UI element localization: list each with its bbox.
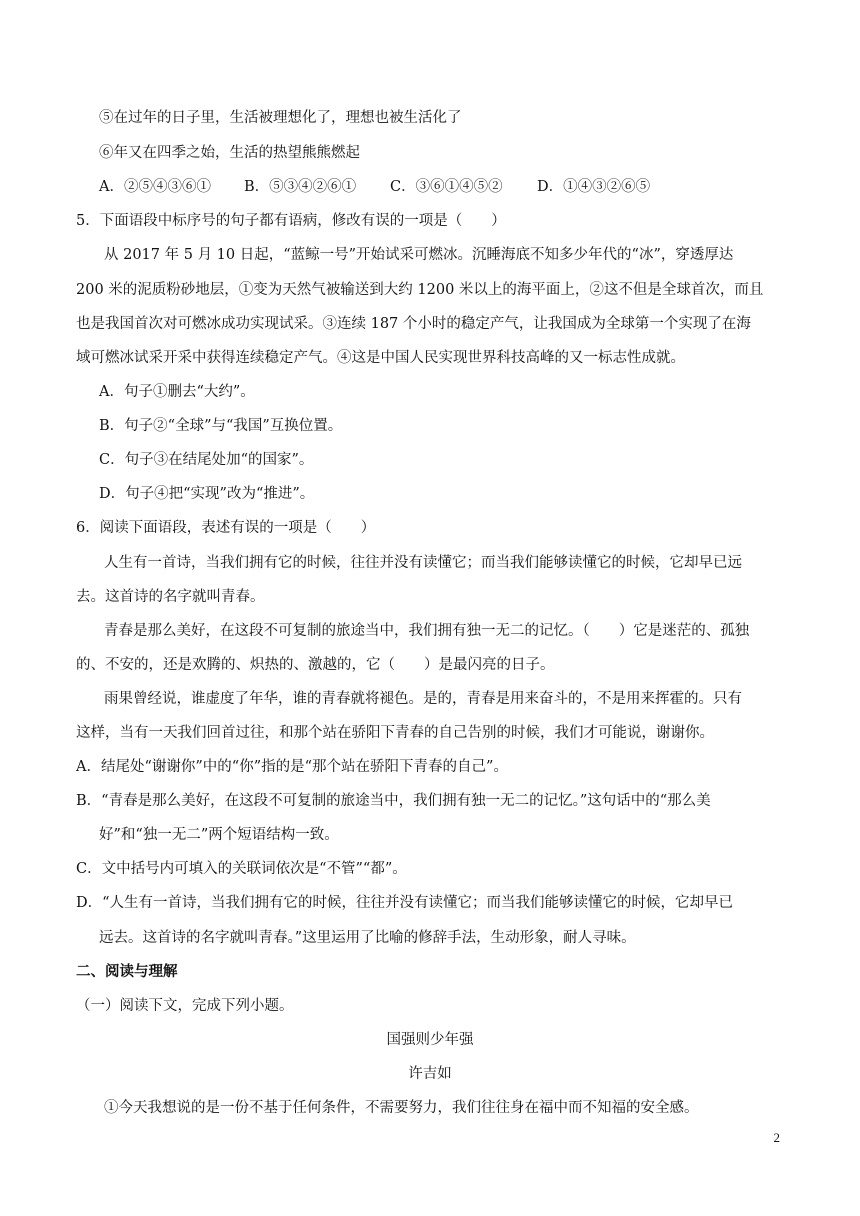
q5-option-d: D．句子④把“实现”改为“推进”。 — [99, 486, 315, 502]
q6-option-c: C．文中括号内可填入的关联词依次是“不管”“都”。 — [76, 861, 407, 877]
q6-option-b-line-1: B．“青春是那么美好，在这段不可复制的旅途当中，我们拥有独一无二的记忆。”这句话中的“那么美 — [76, 793, 711, 809]
q6-option-b-line-2: 好”和“独一无二”两个短语结构一致。 — [99, 827, 339, 843]
article-paragraph-1: ①今天我想说的是一份不基于任何条件，不需要努力，我们往往身在福中而不知福的安全感。 — [104, 1100, 699, 1116]
q6-passage-p3-line-1: 雨果曾经说，谁虚度了年华，谁的青春就将褪色。是的，青春是用来奋斗的，不是用来挥霍的。只有 — [104, 691, 742, 707]
q4-option-c: C．③⑥①④⑤② — [390, 179, 503, 195]
reading-instruction: （一）阅读下文，完成下列小题。 — [76, 998, 294, 1014]
q5-passage-line-2: 200 米的泥质粉砂地层，①变为天然气被输送到大约 1200 米以上的海平面上，②这不但是全球首次，而且 — [76, 282, 764, 298]
q5-passage-line-1: 从 2017 年 5 月 10 日起，“蓝鲸一号”开始试采可燃冰。沉睡海底不知多少年代的“冰”，穿透厚达 — [104, 247, 734, 263]
q6-passage-p2-line-1: 青春是那么美好，在这段不可复制的旅途当中，我们拥有独一无二的记忆。（ ）它是迷茫的、孤独 — [104, 623, 750, 639]
q4-option-a: A．②⑤④③⑥① — [99, 179, 211, 195]
q6-option-d-line-2: 远去。这首诗的名字就叫青春。”这里运用了比喻的修辞手法，生动形象，耐人寻味。 — [99, 930, 636, 946]
q6-passage-p3-line-2: 这样，当有一天我们回首过往，和那个站在骄阳下青春的自己告别的时候，我们才可能说，谢谢你。 — [76, 725, 714, 741]
q5-option-a: A．句子①删去“大约”。 — [99, 384, 255, 400]
q4-option-b: B．⑤③④②⑥① — [244, 179, 357, 195]
q4-option-d: D．①④③②⑥⑤ — [537, 179, 651, 195]
q5-option-b: B．句子②“全球”与“我国”互换位置。 — [99, 418, 343, 434]
page-number: 2 — [773, 1130, 780, 1145]
q5-passage-line-3: 也是我国首次对可燃冰成功实现试采。③连续 187 个小时的稳定产气，让我国成为全球第一个实现了在海 — [76, 316, 751, 332]
q6-passage-p2-line-2: 的、不安的，还是欢腾的、炽热的、激越的，它（ ）是最闪亮的日子。 — [76, 657, 555, 673]
q5-stem: 5．下面语段中标序号的句子都有语病，修改有误的一项是（ ） — [76, 213, 506, 229]
q6-passage-p1-line-1: 人生有一首诗，当我们拥有它的时候，往往并没有读懂它；而当我们能够读懂它的时候，它却早已远 — [104, 555, 742, 571]
option-line-5: ⑤在过年的日子里，生活被理想化了，理想也被生活化了 — [99, 110, 462, 126]
q6-option-d-line-1: D．“人生有一首诗，当我们拥有它的时候，往往并没有读懂它；而当我们能够读懂它的时候，它却早已 — [76, 895, 734, 911]
q5-option-c: C．句子③在结尾处加“的国家”。 — [99, 452, 314, 468]
q6-passage-p1-line-2: 去。这首诗的名字就叫青春。 — [76, 589, 265, 605]
article-author: 许吉如 — [408, 1066, 452, 1082]
option-line-6: ⑥年又在四季之始，生活的热望熊熊燃起 — [99, 145, 360, 161]
q6-stem: 6．阅读下面语段，表述有误的一项是（ ） — [76, 520, 376, 536]
q5-passage-line-4: 域可燃冰试采开采中获得连续稳定产气。④这是中国人民实现世界科技高峰的又一标志性成就。 — [76, 350, 685, 366]
section-heading: 二、阅读与理解 — [76, 963, 178, 980]
article-title: 国强则少年强 — [386, 1032, 474, 1048]
q6-option-a: A．结尾处“谢谢你”中的“你”指的是“那个站在骄阳下青春的自己”。 — [76, 759, 508, 775]
